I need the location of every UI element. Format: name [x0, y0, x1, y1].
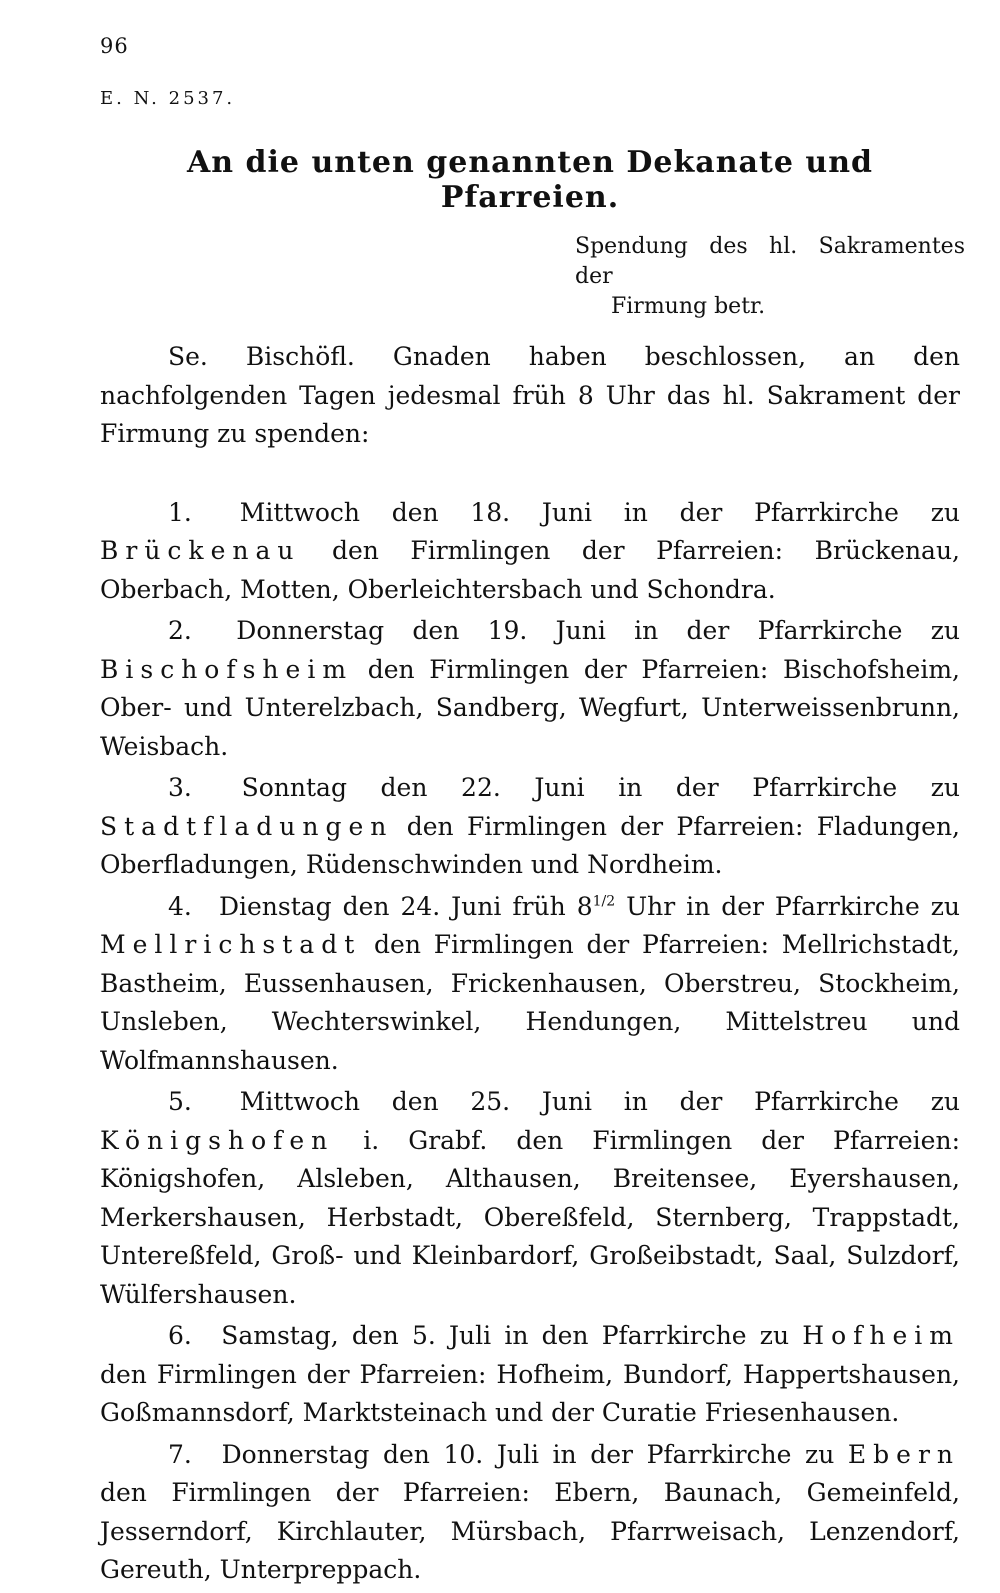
- item-text: Sonntag den 22. Juni in der Pfarrkirche zu: [241, 773, 960, 802]
- item-details: den Firmlingen der Pfarreien: Bischofsheim, Ober- und Unterelzbach, Sandberg, Wegfurt, Unterweissenbrunn, Weisbach.: [100, 654, 960, 761]
- list-item: [100, 494, 960, 610]
- item-details: den Firmlingen der Pfarreien: Hofheim, Bundorf, Happertshausen, Goßmannsdorf, Marktsteinach und der Curatie Friesenhausen.: [100, 1359, 960, 1427]
- reference-number: E. N. 2537.: [100, 88, 236, 109]
- item-place: Stadtfladungen: [100, 811, 394, 841]
- item-details: i. Grabf. den Firmlingen der Pfarreien: Königshofen, Alsleben, Althausen, Breitensee, Eyershausen, Merkershausen, Herbstadt, Obereßfeld, Sternberg, Trappstadt, Untereßfeld, Groß- und Kleinbardorf, Großeibstadt, Saal, Sulzdorf, Wülfershausen.: [100, 1125, 960, 1309]
- document-body: [100, 338, 960, 1593]
- list-item: [100, 612, 960, 766]
- item-number: 3.: [168, 773, 192, 802]
- item-text-continued: Uhr in der Pfarrkirche zu: [626, 891, 960, 921]
- item-text: Mittwoch den 25. Juni in der Pfarrkirche zu: [239, 1087, 960, 1116]
- intro-paragraph: Se. Bischöfl. Gnaden haben beschlossen, an den nachfolgenden Tagen jedesmal früh 8 Uhr das hl. Sakrament der Firmung zu spenden:: [100, 342, 960, 448]
- item-text: Donnerstag den 10. Juli in der Pfarrkirche zu: [221, 1439, 835, 1469]
- page-number: 96: [100, 34, 129, 58]
- item-number: 6.: [168, 1321, 192, 1350]
- item-text: Mittwoch den 18. Juni in der Pfarrkirche zu: [239, 497, 960, 527]
- item-details: den Firmlingen der Pfarreien: Brückenau, Oberbach, Motten, Oberleichtersbach und Schondra.: [100, 536, 960, 604]
- item-number: 7.: [168, 1439, 192, 1469]
- item-number: 1.: [168, 497, 192, 527]
- subject-block: [575, 232, 965, 322]
- list-item: [100, 1436, 960, 1590]
- subject-line-1: Spendung des hl. Sakramentes der: [575, 234, 965, 289]
- item-place: Ebern: [847, 1439, 960, 1469]
- document-title: An die unten genannten Dekanate und Pfarreien.: [187, 145, 873, 215]
- item-details: den Firmlingen der Pfarreien: Fladungen, Oberfladungen, Rüdenschwinden und Nordheim.: [100, 811, 960, 879]
- list-item: [100, 888, 960, 1081]
- item-place: Bischofsheim: [100, 654, 354, 684]
- list-item: [100, 1083, 960, 1314]
- item-details: den Firmlingen der Pfarreien: Ebern, Baunach, Gemeinfeld, Jesserndorf, Kirchlauter, Mürsbach, Pfarrweisach, Lenzendorf, Gereuth, Unterpreppach.: [100, 1478, 960, 1584]
- item-text: Dienstag den 24. Juni früh 8: [218, 891, 593, 921]
- item-number: 2.: [168, 616, 192, 645]
- item-text: Samstag, den 5. Juli in den Pfarrkirche zu: [221, 1321, 790, 1350]
- item-fraction: 1/2: [592, 893, 616, 910]
- schedule-list: [100, 494, 960, 1590]
- item-text: Donnerstag den 19. Juni in der Pfarrkirche zu: [236, 616, 960, 645]
- list-item: [100, 1317, 960, 1433]
- item-number: 4.: [168, 891, 192, 921]
- item-number: 5.: [168, 1087, 192, 1116]
- item-place: Hofheim: [802, 1321, 960, 1350]
- item-place: Brückenau: [100, 536, 301, 565]
- item-place: Mellrichstadt: [100, 930, 362, 959]
- item-details: den Firmlingen der Pfarreien: Mellrichstadt, Bastheim, Eussenhausen, Frickenhausen, Oberstreu, Stockheim, Unsleben, Wechterswinkel, Hendungen, Mittelstreu und Wolfmannshausen.: [100, 930, 960, 1075]
- subject-line-2: Firmung betr.: [611, 294, 766, 319]
- list-item: [100, 769, 960, 885]
- item-place: Königshofen: [100, 1125, 335, 1155]
